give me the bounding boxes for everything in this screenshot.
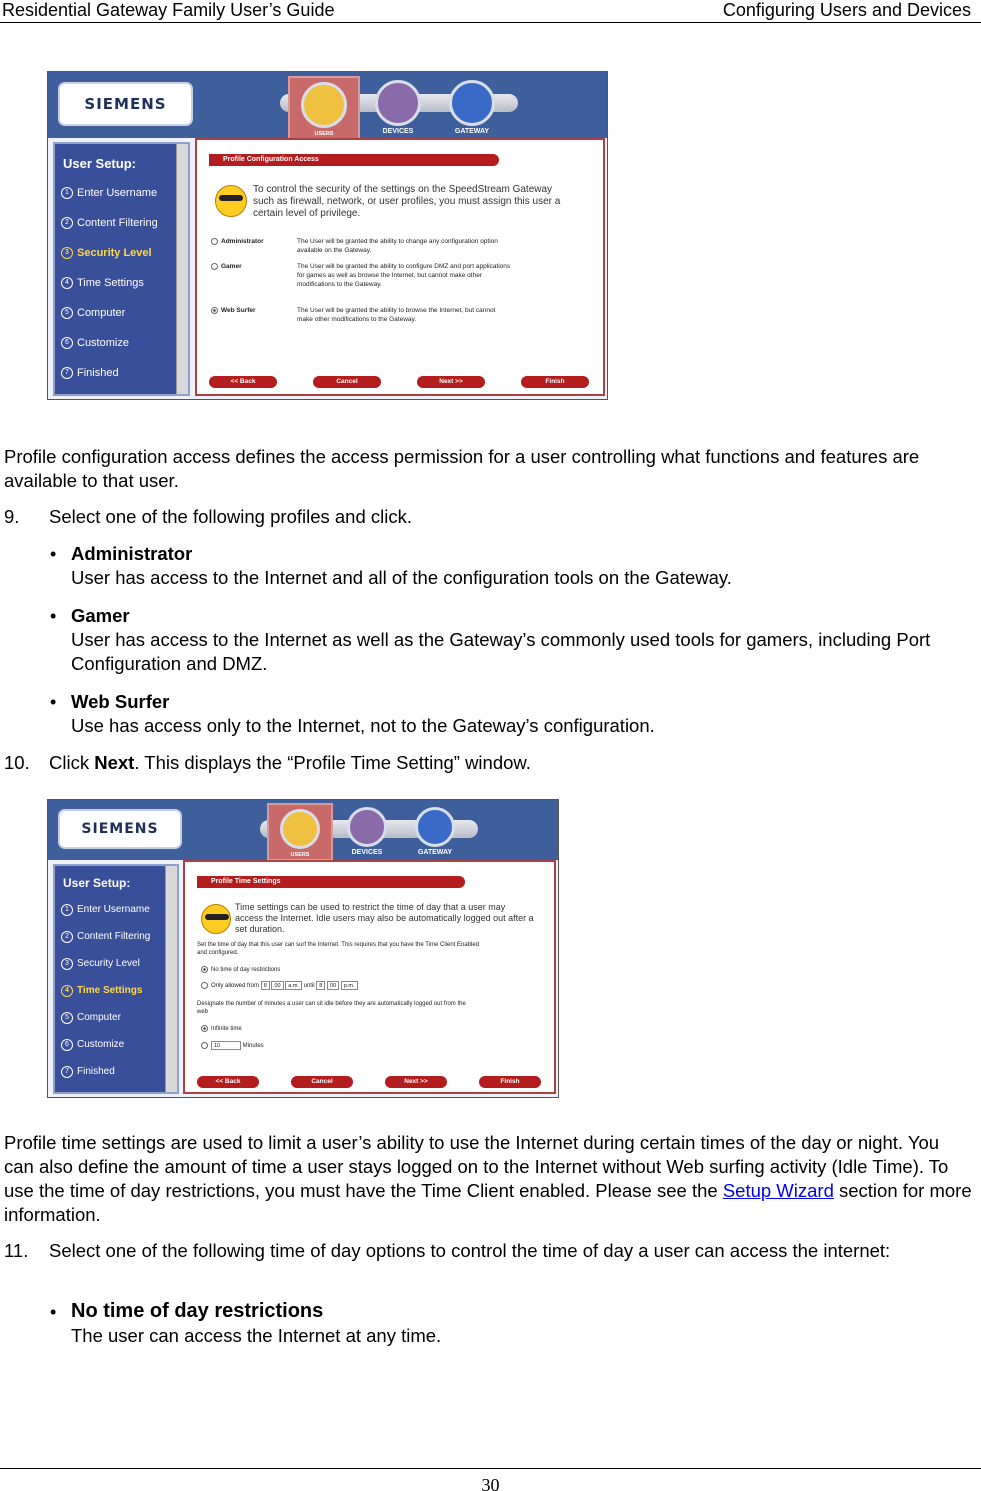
page-footer: [0, 1468, 981, 1491]
sidebar-item-content-filtering[interactable]: 2 Content Filtering: [55, 208, 188, 238]
option-gamer-desc: The User will be granted the ability to configure DMZ and port applications for games as well as browse the Internet, but cannot make other modifications to the Gateway.: [297, 263, 511, 288]
sidebar-title: User Setup:: [63, 876, 131, 890]
users-icon: [280, 809, 320, 849]
step-11-text: Select one of the following time of day options to control the time of day a user can access the internet:: [49, 1240, 891, 1261]
step-9-text: Select one of the following profiles and click.: [49, 506, 413, 527]
back-button[interactable]: << Back: [209, 376, 277, 388]
sidebar-item-time-settings[interactable]: 4 Time Settings: [55, 977, 177, 1004]
option-gamer[interactable]: Gamer: [211, 262, 291, 271]
intro-text: To control the security of the settings on the SpeedStream Gateway such as firewall, network, or user profiles, you must assign this user a certain level of privilege.: [253, 184, 561, 219]
to-minute-select[interactable]: 00: [327, 981, 339, 990]
intro-text: Time settings can be used to restrict the time of day that a user may access the Internet. Idle users may also be automatically logged out after a set duration.: [235, 902, 534, 934]
bullet-web-surfer-title: Web Surfer: [71, 691, 170, 712]
sidebar-item-computer[interactable]: 5 Computer: [55, 1004, 177, 1031]
gateway-icon: [415, 807, 455, 847]
finish-button[interactable]: Finish: [521, 376, 589, 388]
tab-users-label: USERS: [290, 852, 310, 858]
option-web-surfer[interactable]: Web Surfer: [211, 306, 291, 315]
tab-devices-label: DEVICES: [382, 128, 414, 135]
step-10-number: 10.: [4, 752, 30, 773]
idle-text: Designate the number of minutes a user can sit idle before they are automatically logged out from the web: [197, 1001, 466, 1015]
page-number: 30: [481, 1475, 500, 1491]
tab-gateway[interactable]: [438, 76, 506, 138]
bullet-no-restrictions-text: The user can access the Internet at any time.: [71, 1325, 442, 1346]
bullet-icon: •: [50, 606, 57, 626]
smiley-icon: [215, 185, 247, 217]
para-profile-time: Profile time settings are used to limit a user’s ability to use the Internet during certain times of the day or night. You can also define the amount of time a user stays logged on to the Internet without Web surfing activity (Idle Time). To use the time of day restrictions, you must have the Time Client enabled. Please see the Setup Wizard section for more information.: [4, 1132, 972, 1225]
next-button[interactable]: Next >>: [417, 376, 485, 388]
header-section-title: Configuring Users and Devices: [722, 0, 971, 20]
sidebar-item-enter-username[interactable]: 1 Enter Username: [55, 178, 188, 208]
sidebar-item-customize[interactable]: 6 Customize: [55, 328, 188, 358]
next-button[interactable]: Next >>: [385, 1076, 447, 1088]
radio-infinite-time[interactable]: [201, 1025, 208, 1032]
bullet-icon: •: [50, 692, 57, 712]
option-infinite-time[interactable]: Infinite time: [201, 1025, 242, 1033]
radio-minutes[interactable]: [201, 1042, 208, 1049]
sidebar-item-security-level[interactable]: 3 Security Level: [55, 950, 177, 977]
user-setup-sidebar: [53, 864, 179, 1094]
cancel-button[interactable]: Cancel: [291, 1076, 353, 1088]
cancel-button[interactable]: Cancel: [313, 376, 381, 388]
to-hour-select[interactable]: 8: [316, 981, 325, 990]
sidebar-item-content-filtering[interactable]: 2 Content Filtering: [55, 923, 177, 950]
gateway-icon: [449, 80, 495, 126]
panel-title: Profile Configuration Access: [209, 154, 499, 166]
panel-title: Profile Time Settings: [197, 876, 465, 888]
bullet-gamer-title: Gamer: [71, 605, 130, 626]
step-10-text: Click Next. This displays the “Profile Time Setting” window.: [49, 752, 531, 773]
option-administrator[interactable]: Administrator: [211, 237, 291, 246]
sidebar-scrollbar[interactable]: [176, 144, 188, 394]
tab-devices-label: DEVICES: [351, 849, 383, 856]
option-minutes[interactable]: [201, 1041, 264, 1050]
set-time-text: Set the time of day that this user can surf the Internet. This requires that you have the Time Client Enabled and configured.: [197, 942, 480, 956]
users-icon: [301, 82, 347, 128]
sidebar-item-security-level[interactable]: 3 Security Level: [55, 238, 188, 268]
finish-button[interactable]: Finish: [479, 1076, 541, 1088]
minutes-input[interactable]: 10: [211, 1041, 241, 1050]
bullet-administrator-title: Administrator: [71, 543, 193, 564]
from-ampm-select[interactable]: a.m.: [285, 981, 302, 990]
to-ampm-select[interactable]: p.m.: [341, 981, 358, 990]
content-panel: [183, 860, 556, 1094]
tab-gateway-label: GATEWAY: [454, 128, 490, 135]
step-9-number: 9.: [4, 506, 20, 527]
radio-administrator[interactable]: [211, 238, 218, 245]
bullet-web-surfer-text: Use has access only to the Internet, not to the Gateway’s configuration.: [71, 715, 655, 736]
back-button[interactable]: << Back: [197, 1076, 259, 1088]
step-11-number: 11.: [4, 1240, 29, 1261]
bullet-no-restrictions-title: No time of day restrictions: [71, 1300, 324, 1322]
profile-time-screenshot: [47, 799, 559, 1098]
until-label: until: [303, 983, 315, 990]
tab-devices[interactable]: [336, 803, 398, 859]
content-panel: [195, 138, 605, 396]
smiley-icon: [201, 904, 231, 934]
tab-users[interactable]: [288, 76, 360, 140]
sidebar-scrollbar[interactable]: [165, 866, 177, 1092]
from-hour-select[interactable]: 8: [261, 981, 270, 990]
sidebar-item-customize[interactable]: 6 Customize: [55, 1031, 177, 1058]
sidebar-title: User Setup:: [63, 156, 136, 171]
devices-icon: [347, 807, 387, 847]
profile-access-screenshot: [47, 71, 608, 400]
tab-gateway[interactable]: [404, 803, 466, 859]
bullet-icon: •: [50, 544, 57, 564]
siemens-logo: SIEMENS: [58, 82, 193, 126]
minutes-label: Minutes: [242, 1043, 264, 1050]
option-no-restrictions[interactable]: No time of day restrictions: [201, 966, 280, 974]
sidebar-item-computer[interactable]: 5 Computer: [55, 298, 188, 328]
tab-users-label: USERS: [314, 131, 334, 137]
header-doc-title: Residential Gateway Family User’s Guide: [2, 0, 335, 20]
option-only-allowed[interactable]: Only allowed from 8 00 a.m. until 8 00 p.m.: [201, 981, 358, 990]
radio-gamer[interactable]: [211, 263, 218, 270]
sidebar-item-time-settings[interactable]: 4 Time Settings: [55, 268, 188, 298]
tab-gateway-label: GATEWAY: [417, 849, 453, 856]
radio-no-restrictions[interactable]: [201, 966, 208, 973]
option-administrator-desc: The User will be granted the ability to change any configuration option available on the Gateway.: [297, 238, 498, 254]
bullet-gamer-text: User has access to the Internet as well as the Gateway’s commonly used tools for gamers, including Port Configuration and DMZ.: [71, 629, 931, 674]
user-setup-sidebar: [53, 142, 190, 396]
sidebar-item-finished[interactable]: 7 Finished: [55, 1058, 177, 1085]
sidebar-item-finished[interactable]: 7 Finished: [55, 358, 188, 388]
bullet-administrator-text: User has access to the Internet and all of the configuration tools on the Gateway.: [71, 567, 732, 588]
from-minute-select[interactable]: 00: [271, 981, 283, 990]
tab-users[interactable]: [267, 803, 333, 861]
option-web-surfer-desc: The User will be granted the ability to browse the Internet, but cannot make other modifications to the Gateway.: [297, 307, 496, 323]
radio-only-allowed[interactable]: [201, 982, 208, 989]
siemens-logo: SIEMENS: [58, 809, 182, 849]
sidebar-item-enter-username[interactable]: 1 Enter Username: [55, 896, 177, 923]
radio-web-surfer[interactable]: [211, 307, 218, 314]
para-profile-access: Profile configuration access defines the access permission for a user controlling what functions and features are available to that user.: [4, 446, 920, 491]
bullet-icon: •: [50, 1302, 57, 1322]
setup-wizard-link[interactable]: Setup Wizard: [722, 1180, 834, 1201]
tab-devices[interactable]: [364, 76, 432, 138]
page-header: [0, 0, 981, 23]
devices-icon: [375, 80, 421, 126]
